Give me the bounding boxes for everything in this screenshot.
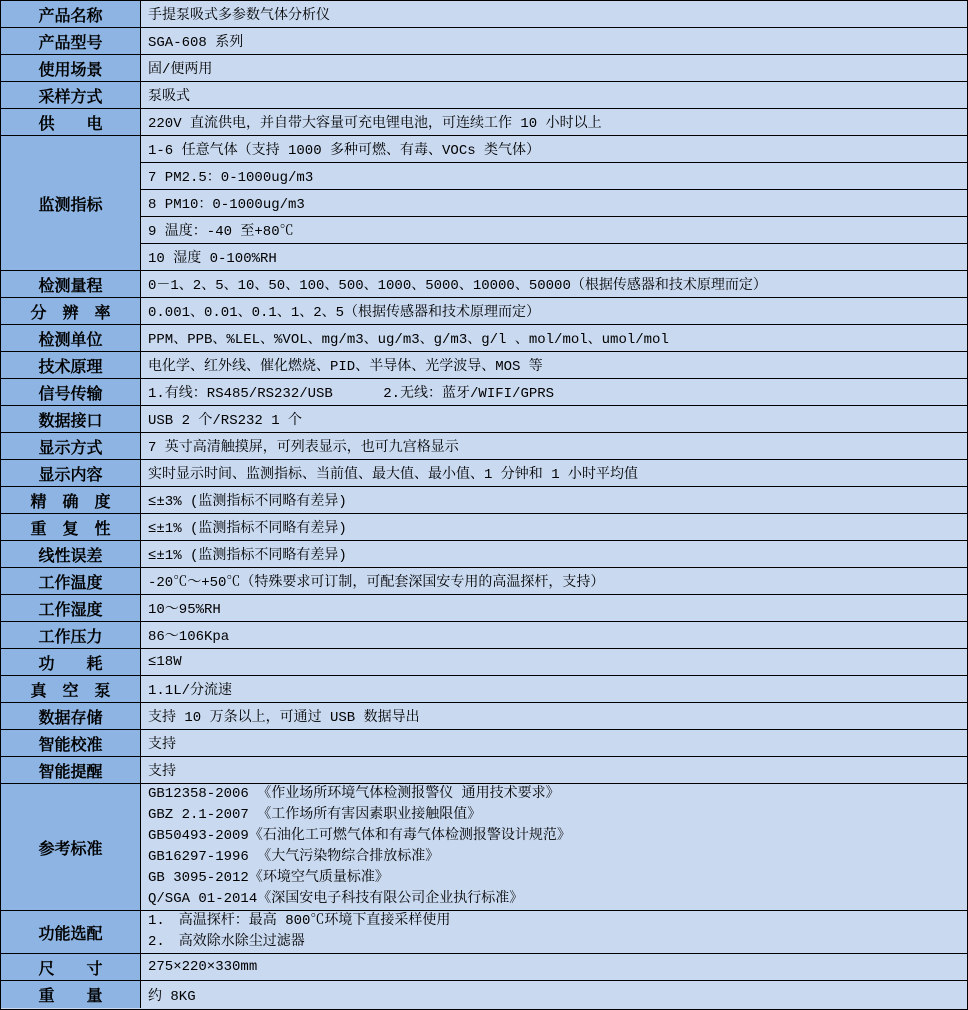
spec-value: 7 英寸高清触摸屏，可列表显示，也可九宫格显示 [141,433,967,459]
spec-subrow-list [141,136,967,270]
spec-label: 数据存储 [1,703,141,729]
spec-label: 尺 寸 [1,954,141,980]
spec-subrow-value: 10 湿度 0-100%RH [148,251,277,267]
spec-label: 线性误差 [1,541,141,567]
spec-label: 使用场景 [1,55,141,81]
spec-row [1,784,967,911]
spec-label: 智能校准 [1,730,141,756]
spec-value: 电化学、红外线、催化燃烧、PID、半导体、光学波导、MOS 等 [141,352,967,378]
spec-value-line: GB12358-2006 《作业场所环境气体检测报警仪 通用技术要求》 [148,786,560,802]
spec-value: 0－1、2、5、10、50、100、500、1000、5000、10000、50000（根据传感器和技术原理而定） [141,271,967,297]
spec-value: 支持 10 万条以上，可通过 USB 数据导出 [141,703,967,729]
spec-value: 支持 [141,730,967,756]
spec-value: 实时显示时间、监测指标、当前值、最大值、最小值、1 分钟和 1 小时平均值 [141,460,967,486]
spec-label: 重 复 性 [1,514,141,540]
spec-value: USB 2 个/RS232 1 个 [141,406,967,432]
spec-row [1,379,967,406]
spec-label: 检测单位 [1,325,141,351]
spec-value-line: 1. 高温探杆：最高 800℃环境下直接采样使用 [148,913,451,929]
spec-label: 检测量程 [1,271,141,297]
spec-value: 275×220×330mm [141,954,967,980]
spec-label: 采样方式 [1,82,141,108]
spec-row [1,757,967,784]
spec-row [1,433,967,460]
spec-row [1,676,967,703]
spec-row [1,109,967,136]
spec-row [1,406,967,433]
spec-label: 产品名称 [1,1,141,27]
spec-row [1,136,967,271]
spec-row [1,1,967,28]
spec-value-line: 2. 高效除水除尘过滤器 [148,934,305,950]
spec-row [1,298,967,325]
spec-subrow-value: 1-6 任意气体（支持 1000 多种可燃、有毒、VOCs 类气体） [141,136,967,163]
spec-row [1,55,967,82]
spec-value: ≤18W [141,649,967,675]
spec-value: 泵吸式 [141,82,967,108]
spec-label: 工作湿度 [1,595,141,621]
spec-label: 产品型号 [1,28,141,54]
spec-row [1,514,967,541]
spec-label: 工作温度 [1,568,141,594]
spec-subrow-value: 9 温度：-40 至+80℃ [141,217,967,244]
spec-value: 0.001、0.01、0.1、1、2、5（根据传感器和技术原理而定） [141,298,967,324]
spec-row [1,541,967,568]
spec-row [1,568,967,595]
spec-label: 工作压力 [1,622,141,648]
spec-value: 手提泵吸式多参数气体分析仪 [141,1,967,27]
spec-value: 220V 直流供电，并自带大容量可充电锂电池，可连续工作 10 小时以上 [141,109,967,135]
spec-value-line: Q/SGA 01-2014《深国安电子科技有限公司企业执行标准》 [148,891,524,907]
spec-value: 1.1L/分流速 [141,676,967,702]
spec-label: 功能选配 [1,911,141,953]
spec-label: 显示内容 [1,460,141,486]
spec-label: 供 电 [1,109,141,135]
spec-row [1,730,967,757]
spec-value: ≤±1% (监测指标不同略有差异) [141,514,967,540]
spec-label: 参考标准 [1,784,141,910]
spec-value: 固/便两用 [141,55,967,81]
spec-value: -20℃～+50℃（特殊要求可订制，可配套深国安专用的高温探杆，支持） [141,568,967,594]
spec-row [1,981,967,1008]
spec-label: 重 量 [1,981,141,1008]
spec-label: 监测指标 [1,136,141,270]
spec-row [1,954,967,981]
spec-row [1,28,967,55]
spec-row [1,82,967,109]
spec-value: 10～95%RH [141,595,967,621]
spec-value-line: GB 3095-2012《环境空气质量标准》 [148,870,389,886]
spec-row [1,622,967,649]
spec-row [1,325,967,352]
spec-subrow-value: 7 PM2.5：0-1000ug/m3 [141,163,967,190]
spec-value-multiline [141,784,967,910]
spec-subrow-value: 8 PM10：0-1000ug/m3 [141,190,967,217]
spec-value: 约 8KG [141,981,967,1008]
spec-value: ≤±1% (监测指标不同略有差异) [141,541,967,567]
spec-row [1,703,967,730]
spec-label: 功 耗 [1,649,141,675]
spec-row [1,649,967,676]
spec-label: 显示方式 [1,433,141,459]
spec-label: 技术原理 [1,352,141,378]
spec-label: 分 辨 率 [1,298,141,324]
spec-value: 支持 [141,757,967,783]
spec-row [1,271,967,298]
spec-row [1,487,967,514]
spec-row [1,460,967,487]
spec-value: 1.有线：RS485/RS232/USB 2.无线：蓝牙/WIFI/GPRS [141,379,967,405]
spec-label: 信号传输 [1,379,141,405]
spec-value: PPM、PPB、%LEL、%VOL、mg/m3、ug/m3、g/m3、g/l 、mol/mol、umol/mol [141,325,967,351]
spec-label: 真 空 泵 [1,676,141,702]
spec-value: 86～106Kpa [141,622,967,648]
spec-row [1,911,967,954]
spec-value-line: GB50493-2009《石油化工可燃气体和有毒气体检测报警设计规范》 [148,828,571,844]
spec-label: 精 确 度 [1,487,141,513]
spec-value: ≤±3% (监测指标不同略有差异) [141,487,967,513]
spec-value-multiline [141,911,967,953]
spec-row [1,352,967,379]
spec-value: SGA-608 系列 [141,28,967,54]
spec-value-line: GB16297-1996 《大气污染物综合排放标准》 [148,849,440,865]
spec-row [1,595,967,622]
spec-label: 数据接口 [1,406,141,432]
spec-label: 智能提醒 [1,757,141,783]
spec-value-line: GBZ 2.1-2007 《工作场所有害因素职业接触限值》 [148,807,482,823]
